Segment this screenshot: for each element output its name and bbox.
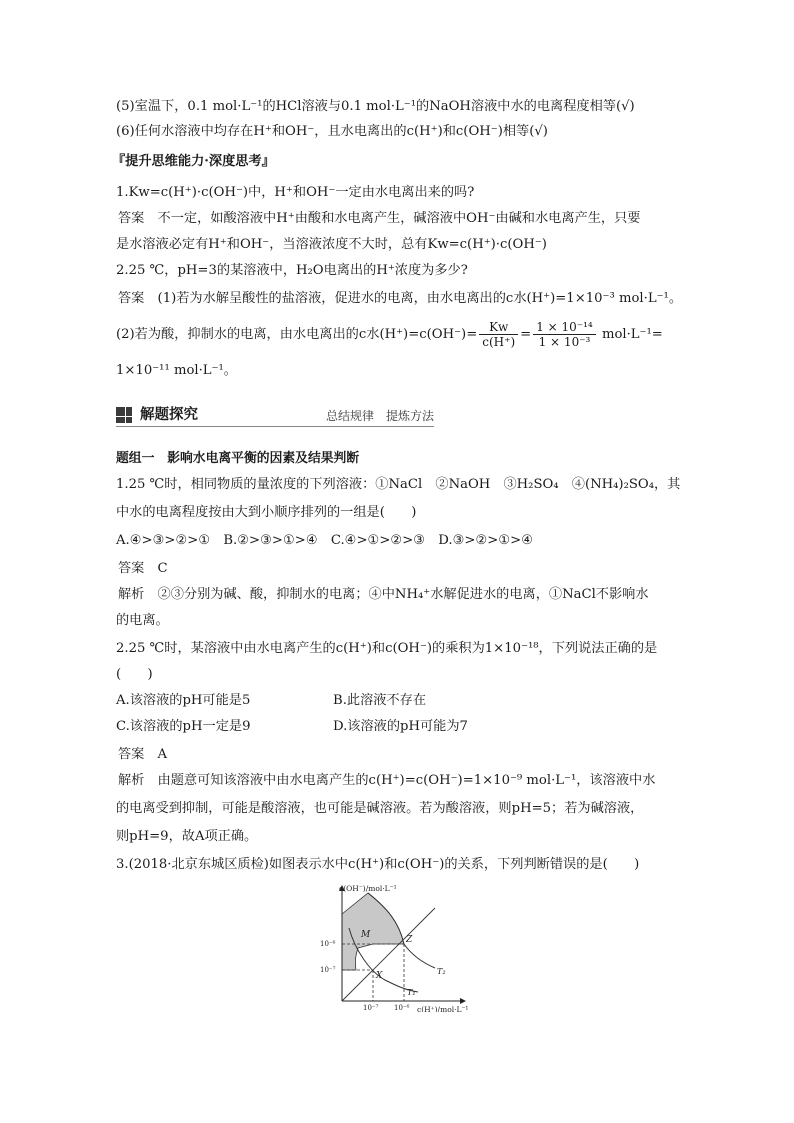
think-answer-2-line1: 答案 (1)若为水解呈酸性的盐溶液，促进水的电离，由水电离出的c水(H⁺)=1×10⁻³ mol·L⁻¹。 [118,291,683,306]
fraction-numeric-denominator: 1 × 10⁻³ [538,335,591,349]
series-label-t2: T₂ [437,967,446,976]
question-1-answer: 答案 C [118,561,168,576]
question-1-analysis-line1: 解析 ②③分别为碱、酸，抑制水的电离；④中NH₄⁺水解促进水的电离，①NaCl不影响水 [118,587,649,602]
question-2-option-c: C.该溶液的pH一定是9 [116,719,251,734]
section-divider [116,426,434,427]
y-axis-label: c(OH⁻)/mol·L⁻¹ [339,884,397,893]
y-tick-0: 10⁻⁶ [320,940,336,948]
question-2-line1: 2.25 ℃时，某溶液中由水电离产生的c(H⁺)和c(OH⁻)的乘积为1×10⁻¹⁸，下列说法正确的是 [116,641,658,656]
section-subtitle: 总结规律 提炼方法 [326,409,435,423]
grid-square-icon [116,407,132,423]
question-1-line1: 1.25 ℃时，相同物质的量浓度的下列溶液：①NaCl ②NaOH ③H₂SO₄ ④(NH₄)₂SO₄，其 [116,477,681,492]
question-2-analysis-line1: 解析 由题意可知该溶液中由水电离产生的c(H⁺)=c(OH⁻)=1×10⁻⁹ mol·L⁻¹，该溶液中水 [118,773,656,788]
question-2-option-a: A.该溶液的pH可能是5 [116,693,251,708]
question-2-answer: 答案 A [118,747,168,762]
x-tick-0: 10⁻⁷ [363,1004,379,1012]
fraction-kw [479,320,518,349]
region-m [342,893,404,970]
question-2-line2: ( ) [116,667,153,682]
section-title: 解题探究 [140,406,198,423]
statement-6: (6)任何水溶液中均存在H⁺和OH⁻，且水电离出的c(H⁺)和c(OH⁻)相等(√) [116,124,548,139]
think-answer-2-line3: 1×10⁻¹¹ mol·L⁻¹。 [116,363,237,378]
think-answer-1-line1: 答案 不一定，如酸溶液中H⁺由酸和水电离产生，碱溶液中OH⁻由碱和水电离产生，只要 [118,211,641,226]
x-tick-1: 10⁻⁶ [394,1004,410,1012]
section-header [116,404,434,426]
region-label-m: M [361,930,371,940]
point-label-z: Z [406,935,413,945]
think-question-1: 1.Kw=c(H⁺)·c(OH⁻)中，H⁺和OH⁻一定由水电离出来的吗? [116,185,475,200]
water-ionization-chart [315,882,485,1012]
fraction-numeric-numerator: 1 × 10⁻¹⁴ [533,320,596,335]
question-2-analysis-line3: 则pH=9，故A项正确。 [116,829,258,844]
point-label-x: X [376,971,383,981]
think-question-2: 2.25 ℃，pH=3的某溶液中，H₂O电离出的H⁺浓度为多少? [116,263,468,278]
question-2-option-b: B.此溶液不存在 [333,693,427,708]
answer-2-suffix: mol·L⁻¹= [597,327,663,342]
answer-2-prefix: (2)若为酸，抑制水的电离，由水电离出的c水(H⁺)=c(OH⁻)= [116,327,478,342]
fraction-kw-numerator: Kw [479,320,518,335]
question-1-line2: 中水的电离程度按由大到小顺序排列的一组是( ) [116,505,417,520]
chart-svg [315,882,485,1012]
think-answer-2-line2 [116,318,663,352]
series-label-t1: T₁ [407,988,416,997]
fraction-numeric [533,320,596,349]
question-1-options: A.④>③>②>① B.②>③>①>④ C.④>①>②>③ D.③>②>①>④ [116,533,534,548]
y-tick-1: 10⁻⁷ [320,966,336,974]
question-2-analysis-line2: 的电离受到抑制，可能是酸溶液，也可能是碱溶液。若为酸溶液，则pH=5；若为碱溶液， [116,801,644,816]
question-2-option-d: D.该溶液的pH可能为7 [333,719,468,734]
question-1-analysis-line2: 的电离。 [116,613,169,628]
equals-sign: = [520,327,532,342]
think-header: 『提升思维能力·深度思考』 [112,154,275,169]
question-3-line1: 3.(2018·北京东城区质检)如图表示水中c(H⁺)和c(OH⁻)的关系，下列判断错误的是( ) [116,857,640,872]
statement-5: (5)室温下，0.1 mol·L⁻¹的HCl溶液与0.1 mol·L⁻¹的NaOH溶液中水的电离程度相等(√) [116,99,635,114]
fraction-kw-denominator: c(H⁺) [482,335,516,349]
group-title: 题组一 影响水电离平衡的因素及结果判断 [116,451,360,466]
think-answer-1-line2: 是水溶液必定有H⁺和OH⁻，当溶液浓度不大时，总有Kw=c(H⁺)·c(OH⁻) [116,237,547,252]
x-axis-label: c(H⁺)/mol·L⁻¹ [417,1005,469,1012]
